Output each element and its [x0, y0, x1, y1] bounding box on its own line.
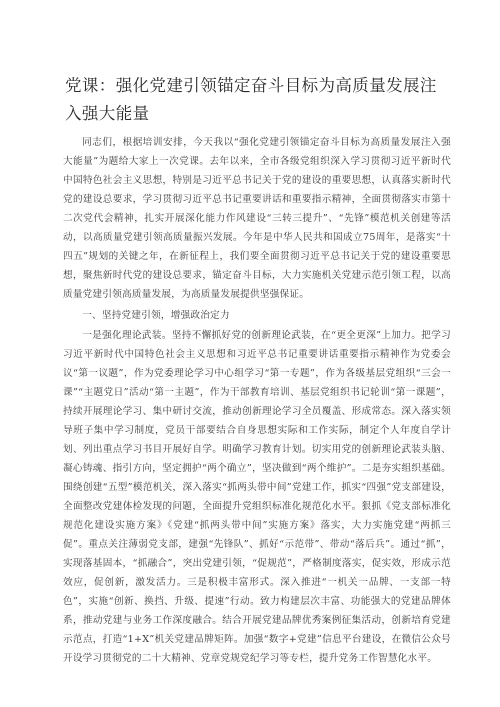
section-paragraph: 一是强化理论武装。坚持不懈抓好党的创新理论武装，在“更全更深”上加力。把学习习近平新时代中国特色社会主义思想和习近平总书记重要讲话重要指示精神作为党委会议“第一议题”，作为党委理论学习中心组学习“第一专题”，作为各级基层党组织“三会一课”“主题党日”活动“第一主题”，作为干部教育培训、基层党组织书记轮训“第一课题”，持续开展理论学习、集中研讨交流，推动创新理论学习全员覆盖、形成常态。深入落实领导班子集中学习制度，党员干部要结合自身思想实际和工作实际，制定个人年度自学计划、列出重点学习书目开展好自学。明确学习教育计划。切实用党的创新理论武装头脑、凝心铸魂、指引方向，坚定拥护“两个确立”，坚决做到“两个维护”。二是夯实组织基础。围绕创建“五型”模范机关，深入落实“抓两头带中间”党建工作，抓实“四强”党支部建设，全面整改党建体检发现的问题，全面提升党组织标准化规范化水平。狠抓《党支部标准化规范化建设实施方案》《党建“抓两头带中间”实施方案》落实，大力实施党建“两抓三促”。重点关注薄弱党支部，建强“先锋队”、抓好“示范带”、带动“落后兵”。通过“抓”，实现落基固本，“抓融合”，突出党建引领，“促规范”，严格制度落实，促实效，形成示范效应，促创新，激发活力。三是积极丰富形式。深入推进“一机关一品牌、一支部一特色”，实施“创新、换挡、升级、提速”行动。致力构建层次丰富、功能强大的党建品牌体系，推动党建与业务工作深度融合。结合开展党建品牌优秀案例征集活动，创新培育党建示范点，打造“1+X”机关党建品牌矩阵。加强“数字+党建”信息平台建设，在微信公众号开设学习贯彻党的二十大精神、党章党规党纪学习等专栏，提升党务工作智慧化水平。 — [63, 330, 451, 664]
intro-paragraph: 同志们，根据培训安排，今天我以“强化党建引领锚定奋斗目标为高质量发展注入强大能量”为题给大家上一次党课。去年以来，全市各级党组织深入学习贯彻习近平新时代中国特色社会主义思想，特别是习近平总书记关于党的建设的重要思想，认真落实新时代党的建设总要求，学习贯彻习近平总书记重要讲话和重要指示精神，全面贯彻落实市第十二次党代会精神，扎实开展深化能力作风建设“三转三提升”、“先锋”模范机关创建等活动，以高质量党建引领高质量振兴发展。今年是中华人民共和国成立75周年，是落实“十四五”规划的关键之年，在新征程上，我们要全面贯彻习近平总书记关于党的建设重要思想，聚焦新时代党的建设总要求，锚定奋斗目标，大力实施机关党建示范引领工程，以高质量党建引领高质量发展，为高质量发展提供坚强保证。 — [63, 137, 451, 300]
document-body — [63, 133, 451, 668]
section-heading: 一、坚持党建引领，增强政治定力 — [82, 310, 230, 321]
document-title: 党课：强化党建引领锚定奋斗目标为高质量发展注入强大能量 — [65, 76, 437, 123]
